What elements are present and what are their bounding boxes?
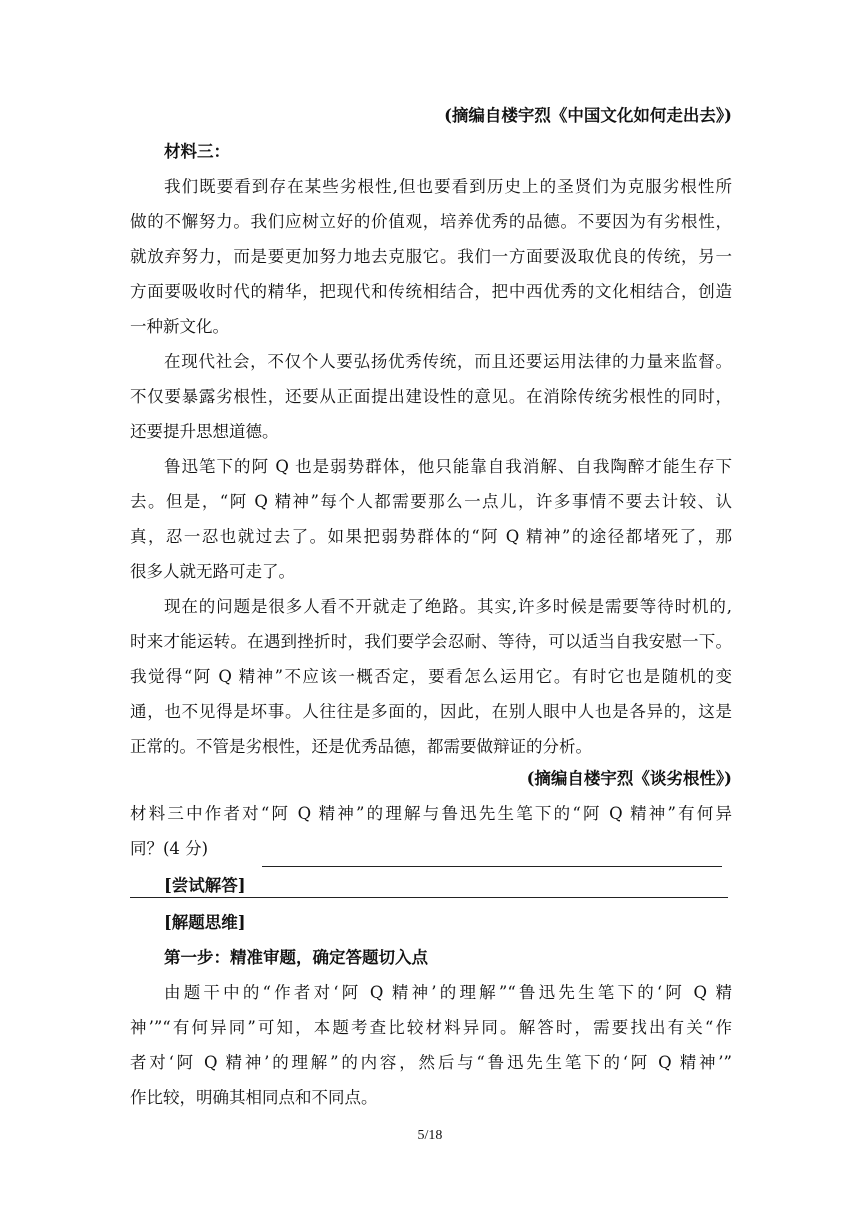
paragraph-2-line-2: 不仅要暴露劣根性，还要从正面提出建设性的意见。在消除传统劣根性的同时， (130, 387, 732, 406)
paragraph-4-line-2: 时来才能运转。在遇到挫折时，我们要学会忍耐、等待，可以适当自我安慰一下。 (130, 632, 732, 651)
material-heading: 材料三： (164, 142, 230, 161)
paragraph-4-line-3: 我觉得“阿 Q 精神”不应该一概否定，要看怎么运用它。有时它也是随机的变 (130, 667, 732, 686)
question-line-1: 材料三中作者对“阿 Q 精神”的理解与鲁迅先生笔下的“阿 Q 精神”有何异 (130, 804, 732, 823)
paragraph-3-line-2: 去。但是，“阿 Q 精神”每个人都需要那么一点儿，许多事情不要去计较、认 (130, 492, 732, 511)
answer-blank-line-1[interactable] (262, 866, 722, 867)
paragraph-1-line-4: 方面要吸收时代的精华，把现代和传统相结合，把中西优秀的文化相结合，创造 (130, 282, 732, 301)
paragraph-3-line-1: 鲁迅笔下的阿 Q 也是弱势群体，他只能靠自我消解、自我陶醉才能生存下 (164, 457, 732, 476)
paragraph-1-line-2: 做的不懈努力。我们应树立好的价值观，培养优秀的品德。不要因为有劣根性， (130, 212, 732, 231)
step-1-line-2: 神’”“有何异同”可知，本题考查比较材料异同。解答时，需要找出有关“作 (130, 1018, 732, 1037)
paragraph-4-line-4: 通，也不见得是坏事。人往往是多面的，因此，在别人眼中人也是各异的，这是 (130, 702, 732, 721)
attempt-label: [尝试解答] (164, 876, 246, 895)
paragraph-4-line-1: 现在的问题是很多人看不开就走了绝路。其实,许多时候是需要等待时机的, (164, 597, 732, 616)
step-1-line-3: 者对‘阿 Q 精神’的理解”的内容，然后与“鲁迅先生笔下的‘阿 Q 精神’” (130, 1053, 732, 1072)
source-citation-1: (摘编自楼宇烈《中国文化如何走出去》) (444, 106, 732, 125)
paragraph-2-line-1: 在现代社会，不仅个人要弘扬优秀传统，而且还要运用法律的力量来监督。 (164, 352, 732, 371)
thinking-label: [解题思维] (164, 913, 246, 932)
paragraph-3-line-4: 很多人就无路可走了。 (130, 562, 295, 581)
step-1-line-4: 作比较，明确其相同点和不同点。 (130, 1088, 378, 1107)
source-citation-2: (摘编自楼宇烈《谈劣根性》) (526, 769, 732, 788)
paragraph-1-line-3: 就放弃努力，而是要更加努力地去克服它。我们一方面要汲取优良的传统，另一 (130, 247, 732, 266)
question-line-2: 同？(4 分) (130, 839, 209, 858)
step-1-title: 第一步：精准审题，确定答题切入点 (164, 948, 428, 967)
step-1-line-1: 由题干中的“作者对‘阿 Q 精神’的理解”“鲁迅先生笔下的‘阿 Q 精 (164, 983, 732, 1002)
paragraph-3-line-3: 真，忍一忍也就过去了。如果把弱势群体的“阿 Q 精神”的途径都堵死了，那 (130, 527, 732, 546)
answer-blank-line-2[interactable] (130, 897, 728, 898)
paragraph-1-line-5: 一种新文化。 (130, 317, 229, 336)
paragraph-2-line-3: 还要提升思想道德。 (130, 422, 279, 441)
paragraph-4-line-5: 正常的。不管是劣根性，还是优秀品德，都需要做辩证的分析。 (130, 737, 592, 756)
page-number: 5/18 (417, 1128, 443, 1143)
paragraph-1-line-1: 我们既要看到存在某些劣根性,但也要看到历史上的圣贤们为克服劣根性所 (164, 177, 732, 196)
